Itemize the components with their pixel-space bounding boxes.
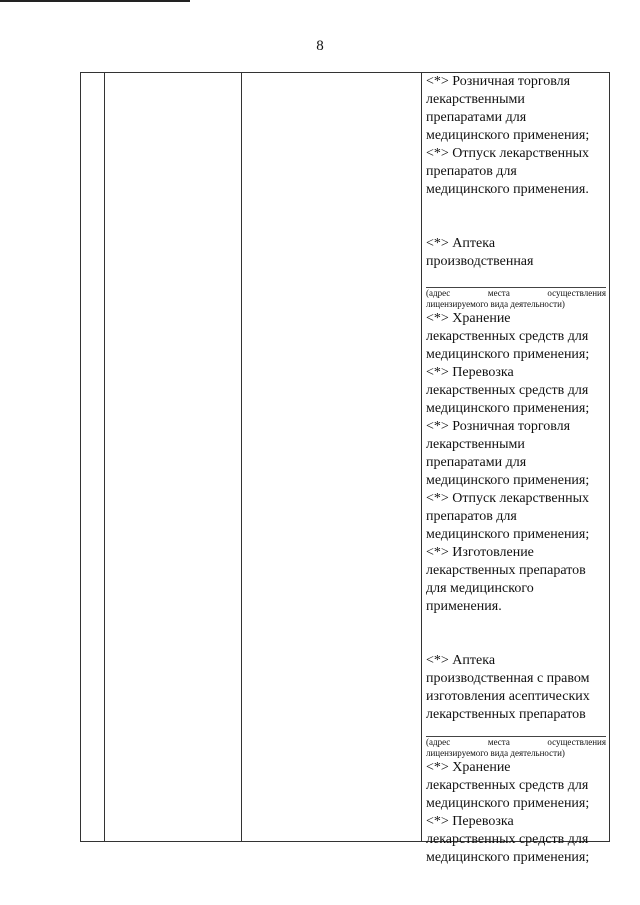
text-line: лекарственных препаратов (426, 707, 586, 722)
address-note (426, 288, 606, 310)
heading-aseptic-pharmacy (426, 652, 606, 724)
text-line: медицинского применения; (426, 527, 590, 542)
text-line: производственная (426, 254, 534, 269)
text-line: лекарственными (426, 437, 525, 452)
column-divider-3 (421, 73, 422, 841)
text-line: <*> Аптека (426, 653, 496, 668)
text-line: лекарственных средств для (426, 778, 589, 793)
activity-column (426, 73, 606, 867)
text-line: <*> Розничная торговля (426, 419, 571, 434)
spacer (426, 616, 606, 652)
text-line: препаратами для (426, 455, 527, 470)
text-line: производственная с правом (426, 671, 590, 686)
text-line: изготовления асептических (426, 689, 590, 704)
text-line: препаратами для (426, 110, 527, 125)
text-line: медицинского применения; (426, 128, 590, 143)
text-line: лекарственных средств для (426, 832, 589, 847)
note-word: (адрес (426, 737, 451, 747)
text-line: медицинского применения; (426, 850, 590, 865)
block-aseptic-activities (426, 759, 606, 867)
note-word: осуществления (547, 737, 606, 747)
note-word: места (487, 737, 510, 747)
note-line: лицензируемого вида деятельности) (426, 299, 565, 309)
block-production-activities (426, 310, 606, 616)
note-line: лицензируемого вида деятельности) (426, 748, 565, 758)
text-line: препаратов для (426, 164, 517, 179)
note-word: (адрес (426, 288, 451, 298)
page-number: 8 (316, 38, 324, 54)
text-line: <*> Отпуск лекарственных (426, 491, 589, 506)
text-line: <*> Хранение (426, 760, 511, 775)
text-line: <*> Изготовление (426, 545, 534, 560)
text-line: лекарственных препаратов (426, 563, 586, 578)
block-retail-dispensing (426, 73, 606, 199)
text-line: медицинского применения; (426, 473, 590, 488)
note-word: осуществления (547, 288, 606, 298)
text-line: <*> Отпуск лекарственных (426, 146, 589, 161)
top-rule (0, 0, 190, 2)
address-note (426, 737, 606, 759)
column-divider-1 (104, 73, 105, 841)
text-line: <*> Розничная торговля (426, 74, 571, 89)
text-line: медицинского применения; (426, 401, 590, 416)
text-line: препаратов для (426, 509, 517, 524)
column-divider-2 (241, 73, 242, 841)
text-line: <*> Аптека (426, 236, 496, 251)
text-line: <*> Хранение (426, 311, 511, 326)
text-line: медицинского применения; (426, 796, 590, 811)
text-line: лекарственными (426, 92, 525, 107)
text-line: для медицинского (426, 581, 534, 596)
text-line: применения. (426, 599, 502, 614)
heading-production-pharmacy (426, 235, 606, 271)
text-line: лекарственных средств для (426, 383, 589, 398)
note-word: места (487, 288, 510, 298)
text-line: медицинского применения; (426, 347, 590, 362)
spacer (426, 199, 606, 235)
license-table (80, 72, 610, 865)
text-line: лекарственных средств для (426, 329, 589, 344)
text-line: медицинского применения. (426, 182, 589, 197)
text-line: <*> Перевозка (426, 814, 514, 829)
text-line: <*> Перевозка (426, 365, 514, 380)
